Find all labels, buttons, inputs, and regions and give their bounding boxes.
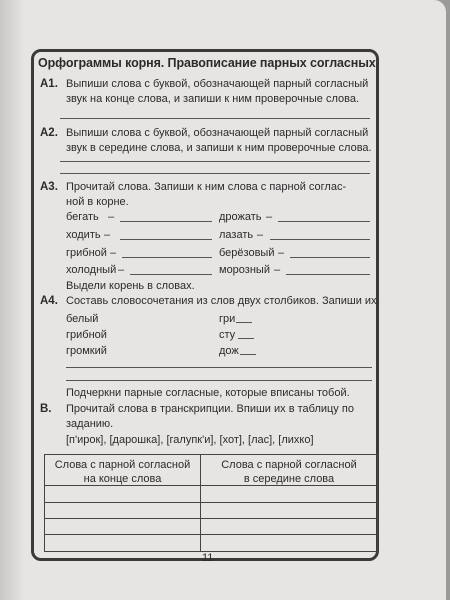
dash: –: [274, 264, 281, 276]
a4-text-line1: Составь словосочетания из слов двух столбиков. Запиши их.: [66, 295, 380, 307]
a2-text-line1: Выпиши слова с буквой, обозначающей парный согласный: [66, 127, 369, 139]
table-header-col1-line2: на конце слова: [83, 473, 162, 485]
a4-answer-line-1[interactable]: [66, 367, 372, 368]
dash: –: [108, 211, 115, 223]
b-text-line2: заданию.: [66, 418, 114, 430]
page-title: Орфограммы корня. Правописание парных согласных: [38, 56, 376, 70]
a3-text-line1: Прочитай слова. Запиши к ним слова с парной соглас-: [66, 181, 347, 193]
a1-text-line1: Выпиши слова с буквой, обозначающей парный согласный: [66, 78, 369, 90]
a3-left-word: ходить: [66, 229, 101, 241]
b-transcription: [п'ирок], [дарошка], [галупк'и], [хот], [лас], [лихко]: [66, 434, 314, 446]
a4-left-word: громкий: [66, 345, 107, 357]
a3-text-line2: ной в корне.: [66, 196, 129, 208]
a3-left-word: бегать: [66, 211, 99, 223]
dash: –: [278, 247, 285, 259]
table-header-col2-line2: в середине слова: [243, 473, 335, 485]
a4-footer: Подчеркни парные согласные, которые вписаны тобой.: [66, 387, 350, 399]
b-tag: В.: [40, 403, 52, 415]
table-row[interactable]: [45, 502, 377, 503]
table-header-col2: [201, 458, 377, 486]
a2-answer-line-2[interactable]: [60, 173, 370, 174]
a3-right-word: дрожать: [219, 211, 262, 223]
a3-right-answer-line[interactable]: [270, 239, 370, 240]
table-row[interactable]: [45, 534, 377, 535]
a3-right-answer-line[interactable]: [278, 221, 370, 222]
a3-right-answer-line[interactable]: [290, 257, 370, 258]
a3-right-word: лазать: [219, 229, 254, 241]
a2-tag: А2.: [40, 127, 58, 139]
a3-right-word: морозный: [219, 264, 270, 276]
a1-tag: А1.: [40, 78, 58, 90]
a4-right-word: сту: [219, 329, 236, 341]
a4-left-word: белый: [66, 313, 99, 325]
a1-answer-line-1[interactable]: [60, 118, 370, 119]
a4-blank[interactable]: [240, 354, 256, 355]
a4-blank[interactable]: [236, 322, 252, 323]
dash: –: [104, 229, 111, 241]
a3-left-answer-line[interactable]: [130, 274, 212, 275]
a4-right-word: дож: [219, 345, 239, 357]
b-text-line1: Прочитай слова в транскрипции. Впиши их в таблицу по: [66, 403, 354, 415]
a3-tag: А3.: [40, 181, 58, 193]
table-header-col1-line1: Слова с парной согласной: [54, 459, 191, 471]
a4-left-word: грибной: [66, 329, 107, 341]
a1-text-line2: звук на конце слова, и запиши к ним проверочные слова.: [66, 93, 360, 105]
page-number: 11: [202, 552, 214, 564]
a3-right-answer-line[interactable]: [286, 274, 370, 275]
answer-table: [44, 454, 378, 552]
table-row[interactable]: [45, 518, 377, 519]
table-header-col1: [45, 458, 200, 486]
a2-answer-line-1[interactable]: [60, 161, 370, 162]
a4-right-word: гри: [219, 313, 236, 325]
dash: –: [118, 264, 125, 276]
a3-left-answer-line[interactable]: [120, 239, 212, 240]
a3-right-word: берёзовый: [219, 247, 275, 259]
a3-left-word: холодный: [66, 264, 117, 276]
table-header-col2-line1: Слова с парной согласной: [221, 459, 357, 471]
a2-text-line2: звук в середине слова, и запиши к ним проверочные слова.: [66, 142, 372, 154]
a3-left-word: грибной: [66, 247, 107, 259]
a3-left-answer-line[interactable]: [120, 221, 212, 222]
a4-blank[interactable]: [238, 338, 254, 339]
a3-footer: Выдели корень в словах.: [66, 280, 195, 292]
a4-tag: А4.: [40, 295, 58, 307]
a4-answer-line-2[interactable]: [66, 380, 372, 381]
dash: –: [257, 229, 264, 241]
a3-left-answer-line[interactable]: [122, 257, 212, 258]
dash: –: [110, 247, 117, 259]
dash: –: [266, 211, 273, 223]
